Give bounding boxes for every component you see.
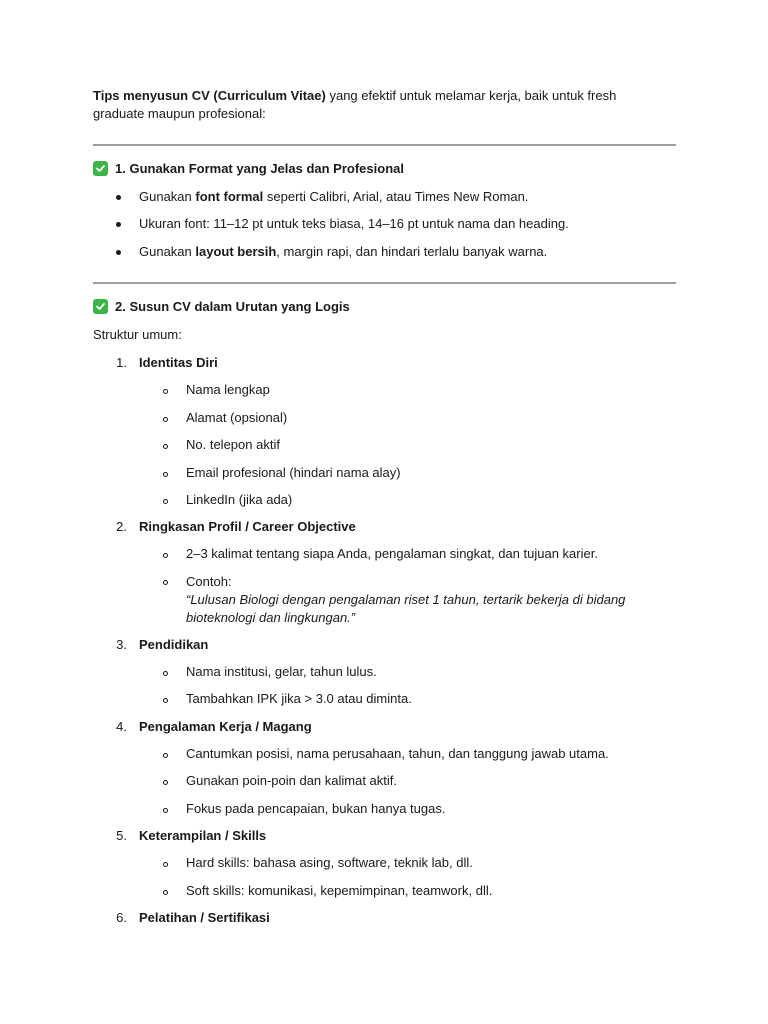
item-title: Keterampilan / Skills [139,828,267,843]
list-item [139,188,528,206]
bullet-icon [116,195,121,200]
list-item-text: Gunakan [139,189,196,204]
list-item-text: Ukuran font: 11–12 pt untuk teks biasa, 14–16 pt untuk nama dan heading. [139,216,569,231]
circle-bullet-icon [163,780,168,785]
circle-bullet-icon [163,753,168,758]
circle-bullet-icon [163,862,168,867]
sub-item: No. telepon aktif [186,437,280,452]
bullet-icon [116,250,121,255]
check-mark-icon [93,161,108,176]
sub-item: Tambahkan IPK jika > 3.0 atau diminta. [186,691,412,706]
section-1-heading [93,161,404,176]
sub-item: Contoh: [186,574,232,589]
section-2-heading [93,299,350,314]
sub-item: 2–3 kalimat tentang siapa Anda, pengalaman singkat, dan tujuan karier. [186,546,598,561]
circle-bullet-icon [163,472,168,477]
circle-bullet-icon [163,890,168,895]
divider [93,144,676,146]
intro-rest: yang efektif untuk melamar kerja, baik untuk fresh [325,88,617,103]
circle-bullet-icon [163,417,168,422]
circle-bullet-icon [163,553,168,558]
section-2-title: 2. Susun CV dalam Urutan yang Logis [115,299,350,314]
sub-item: Nama institusi, gelar, tahun lulus. [186,664,377,679]
list-item-bold: font formal [195,189,264,204]
check-mark-icon [93,299,108,314]
sub-item: Soft skills: komunikasi, kepemimpinan, teamwork, dll. [186,883,493,898]
item-title: Ringkasan Profil / Career Objective [139,519,356,534]
sub-item: Alamat (opsional) [186,410,288,425]
list-item-text: Gunakan [139,244,196,259]
circle-bullet-icon [163,698,168,703]
item-number: 5. [116,828,127,843]
circle-bullet-icon [163,444,168,449]
item-number: 4. [116,719,127,734]
list-item-text: , margin rapi, dan hindari terlalu banyak warna. [276,244,548,259]
sub-item: Cantumkan posisi, nama perusahaan, tahun, dan tanggung jawab utama. [186,746,609,761]
item-number: 1. [116,355,127,370]
section-1-title: 1. Gunakan Format yang Jelas dan Profesional [115,161,404,176]
circle-bullet-icon [163,808,168,813]
sub-item: Email profesional (hindari nama alay) [186,465,401,480]
sub-item: LinkedIn (jika ada) [186,492,293,507]
sub-item: Hard skills: bahasa asing, software, teknik lab, dll. [186,855,473,870]
list-item [139,243,547,261]
item-title: Pendidikan [139,637,209,652]
section-2-lead: Struktur umum: [93,327,182,342]
circle-bullet-icon [163,499,168,504]
item-number: 6. [116,910,127,925]
divider [93,282,676,284]
list-item-bold: layout bersih [195,244,277,259]
item-title: Pelatihan / Sertifikasi [139,910,270,925]
intro-bold: Tips menyusun CV (Curriculum Vitae) [93,88,326,103]
item-number: 3. [116,637,127,652]
list-item-text: seperti Calibri, Arial, atau Times New Roman. [263,189,529,204]
sub-item: Gunakan poin-poin dan kalimat aktif. [186,773,398,788]
sub-item: Nama lengkap [186,382,270,397]
list-item [139,215,569,233]
item-title: Identitas Diri [139,355,218,370]
bullet-icon [116,222,121,227]
item-title: Pengalaman Kerja / Magang [139,719,312,734]
example-quote: bioteknologi dan lingkungan.” [186,610,356,625]
circle-bullet-icon [163,389,168,394]
intro-paragraph [93,87,683,123]
circle-bullet-icon [163,671,168,676]
circle-bullet-icon [163,580,168,585]
sub-item: Fokus pada pencapaian, bukan hanya tugas. [186,801,446,816]
intro-line2: graduate maupun profesional: [93,106,266,121]
example-quote: “Lulusan Biologi dengan pengalaman riset 1 tahun, tertarik bekerja di bidang [186,592,626,607]
item-number: 2. [116,519,127,534]
